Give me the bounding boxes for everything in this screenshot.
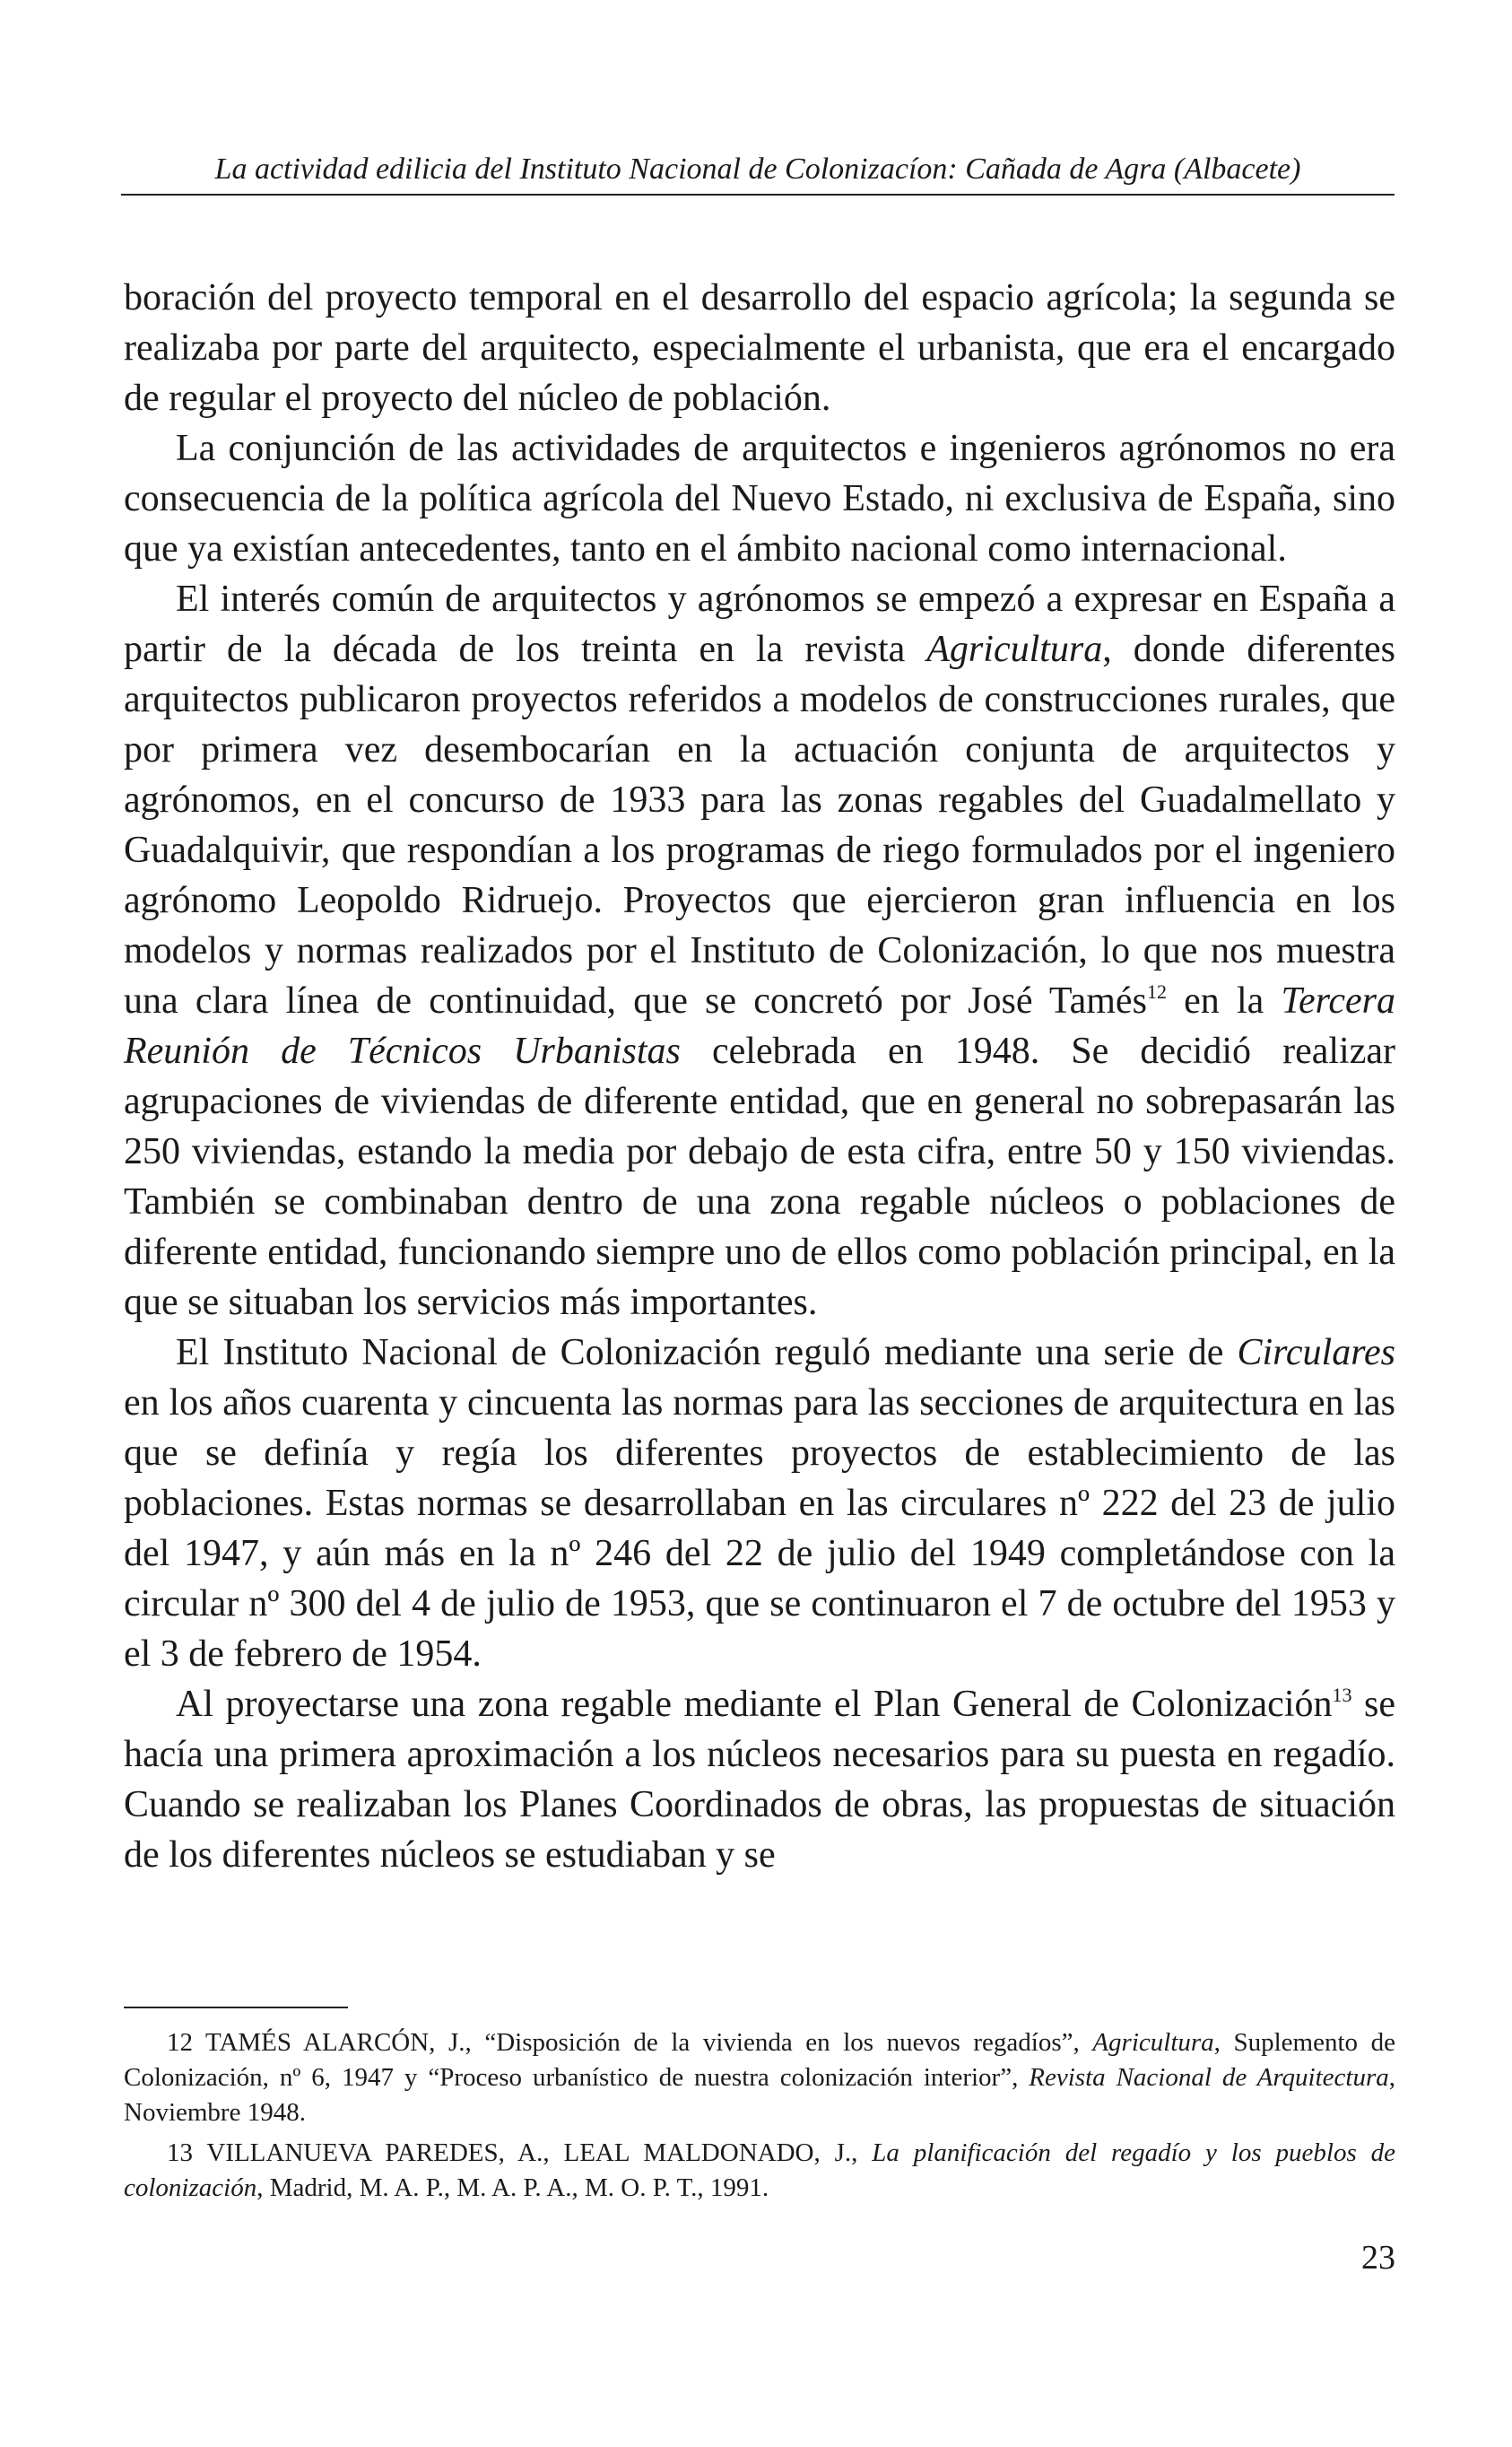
- p4-text-a: El Instituto Nacional de Colonización reguló mediante una serie de: [176, 1332, 1238, 1373]
- fn13-text-a: 13 VILLANUEVA PAREDES, A., LEAL MALDONADO, J.,: [167, 2138, 873, 2167]
- main-text: [124, 273, 1395, 1880]
- footnote-13: [124, 2136, 1395, 2206]
- paragraph-3: [124, 574, 1395, 1328]
- p5-text-a: Al proyectarse una zona regable mediante el Plan General de Colonización: [176, 1684, 1333, 1725]
- p5-text-b: se hacía una primera aproximación a los núcleos necesarios para su puesta en regadío. Cuando se realizaban los Planes Coordinados de obras, las propuestas de situación de los diferentes núcleos se estudiaban y se: [124, 1684, 1395, 1876]
- p3-journal-title: Agricultura: [926, 629, 1103, 670]
- footnote-divider: [124, 2007, 348, 2008]
- paragraph-1: boración del proyecto temporal en el desarrollo del espacio agrícola; la segunda se realizaba por parte del arquitecto, especialmente el urbanista, que era el encargado de regular el proyecto del núcleo de población.: [124, 277, 1395, 419]
- p4-text-c: en los años cuarenta y cincuenta las normas para las secciones de arquitectura en las que se definía y regía los diferentes proyectos de establecimiento de las poblaciones. Estas normas se desarrollaban en las circulares nº 222 del 23 de julio del 1947, y aún más en la nº 246 del 22 de julio del 1949 completándose con la circular nº 300 del 4 de julio de 1953, que se continuaron el 7 de octubre del 1953 y el 3 de febrero de 1954.: [124, 1382, 1395, 1675]
- fn12-journal: Agricultura: [1092, 2028, 1214, 2057]
- p3-text-a: El interés común de arquitectos y agrónomos se empezó a expresar en España a partir de la década de los treinta en la revista: [124, 579, 1395, 670]
- p3-meeting-title: Tercera Reunión de Técnicos Urbanistas: [124, 980, 1396, 1072]
- footnotes: [124, 2025, 1395, 2211]
- paragraph-4: [124, 1328, 1395, 1679]
- fn12-text-c: , Suplemento de Colonización, nº 6, 1947 y “Proceso urbanístico de nuestra colonización interior”,: [124, 2028, 1395, 2092]
- p3-text-c: , donde diferentes arquitectos publicaron proyectos referidos a modelos de construcciones rurales, que por primera vez desembocarían en la actuación conjunta de arquitectos y agrónomos, en el concurso de 1933 para las zonas regables del Guadalmellato y Guadalquivir, que respondían a los programas de riego formulados por el ingeniero agrónomo Leopoldo Ridruejo. Proyectos que ejercieron gran influencia en los modelos y normas realizados por el Instituto de Colonización, lo que nos muestra una clara línea de continuidad, que se concretó por José Tamés: [124, 629, 1395, 1022]
- p3-text-d: en la: [1166, 980, 1282, 1022]
- p3-text-f: celebrada en 1948. Se decidió realizar agrupaciones de viviendas de diferente entidad, que en general no sobrepasarán las 250 viviendas, estando la media por debajo de esta cifra, entre 50 y 150 viviendas. También se combinaban dentro de una zona regable núcleos o poblaciones de diferente entidad, funcionando siempre uno de ellos como población principal, en la que se situaban los servicios más importantes.: [124, 1031, 1395, 1323]
- p4-circulares: Circulares: [1237, 1332, 1395, 1373]
- fn12-text-e: , Noviembre 1948.: [124, 2063, 1395, 2127]
- fn13-book-title: La planificación del regadío y los pueblos de colonización: [124, 2138, 1395, 2202]
- footnote-ref-12: 12: [1146, 980, 1167, 1003]
- fn13-text-c: , Madrid, M. A. P., M. A. P. A., M. O. P. T., 1991.: [256, 2173, 769, 2202]
- footnote-12: [124, 2025, 1395, 2130]
- running-header: La actividad edilicia del Instituto Nacional de Colonizacíon: Cañada de Agra (Albacete): [121, 151, 1395, 196]
- footnote-ref-13: 13: [1332, 1684, 1352, 1706]
- page-number: 23: [1361, 2239, 1395, 2277]
- paragraph-5: [124, 1679, 1395, 1880]
- fn12-text-a: 12 TAMÉS ALARCÓN, J., “Disposición de la vivienda en los nuevos regadíos”,: [167, 2028, 1093, 2057]
- paragraph-2: La conjunción de las actividades de arquitectos e ingenieros agrónomos no era consecuencia de la política agrícola del Nuevo Estado, ni exclusiva de España, sino que ya existían antecedentes, tanto en el ámbito nacional como internacional.: [124, 428, 1395, 570]
- fn12-revista: Revista Nacional de Arquitectura: [1029, 2063, 1389, 2092]
